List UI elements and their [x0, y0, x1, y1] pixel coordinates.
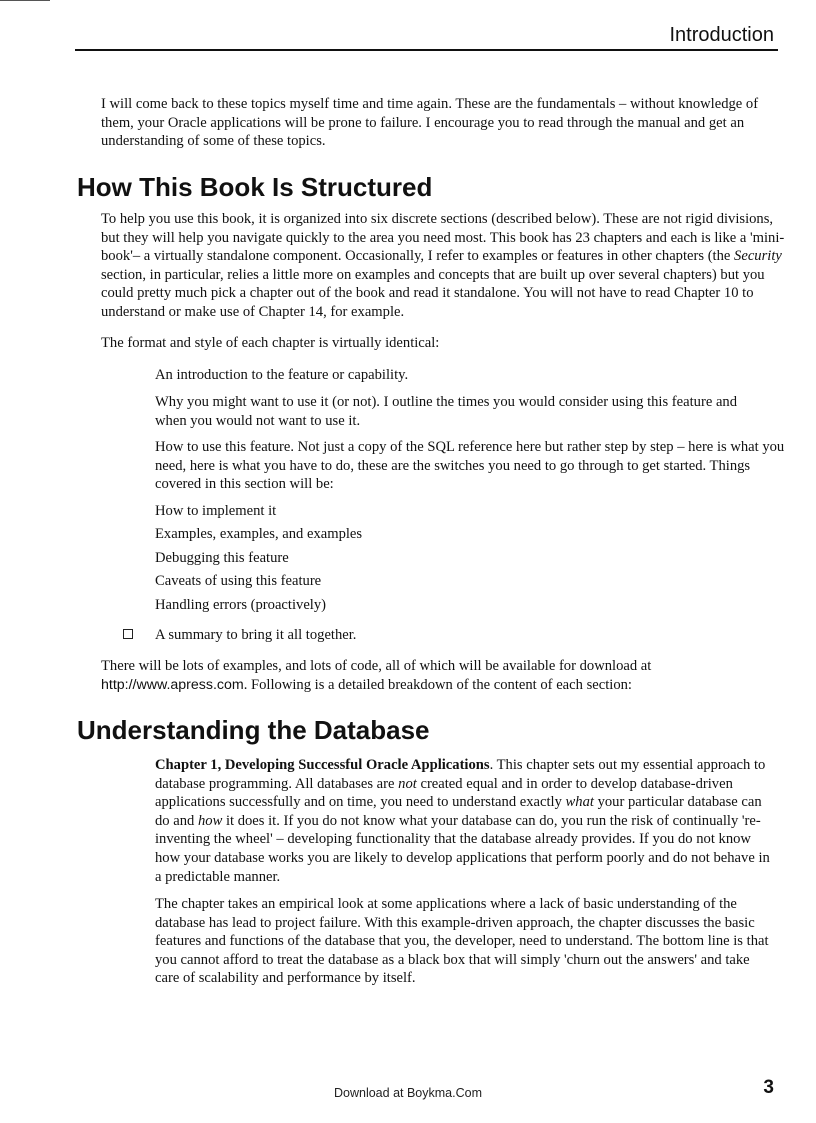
list-item: An introduction to the feature or capability. — [155, 367, 409, 383]
apress-link[interactable]: http://www.apress.com — [101, 676, 244, 693]
chapter1-paragraph: Chapter 1, Developing Successful Oracle Applications. This chapter sets out my essential approach to database programming. All databases are not created equal and in order to develop database-driven applications successfully and on time, you need to understand exactly what your particular database can do and how it does it. If you do not know what your database can do, you run the risk of continually 're-inventing the wheel' – developing functionality that the database already provides. If you do not know how your database works you are likely to develop applications that perform poorly and do not behave in a predictable manner. — [155, 757, 770, 885]
sub-list-item: Examples, examples, and examples — [155, 526, 363, 542]
footer-download-text: Download at Boykma.Com — [334, 1086, 482, 1100]
list-item: Why you might want to use it (or not). I outline the times you would consider using this feature and when you would not want to use it. — [155, 394, 738, 429]
checkbox-bullet-icon — [123, 629, 133, 639]
sub-list-item: Debugging this feature — [155, 550, 289, 566]
page-number: 3 — [763, 1077, 774, 1098]
format-paragraph: The format and style of each chapter is virtually identical: — [101, 335, 440, 351]
list-item-summary: A summary to bring it all together. — [155, 627, 357, 643]
running-header: Introduction — [669, 24, 774, 46]
list-item: How to use this feature. Not just a copy of the SQL reference here but rather step by step – here is what you need, here is what you have to do, these are the switches you need to go through to get started. Things covered in this section will be: — [155, 439, 785, 493]
intro-paragraph: I will come back to these topics myself time and time again. These are the fundamentals – without knowledge of them, your Oracle applications will be prone to failure. I encourage you to read through the manual and get an understanding of some of these topics. — [101, 96, 759, 150]
sub-list-item: Handling errors (proactively) — [155, 597, 327, 613]
corner-rule — [0, 0, 50, 1]
section-heading-database: Understanding the Database — [77, 715, 430, 745]
header-rule — [75, 49, 778, 51]
section-heading-structure: How This Book Is Structured — [77, 172, 433, 202]
chapter-title: Chapter 1, Developing Successful Oracle Applications — [155, 757, 490, 773]
structure-paragraph: To help you use this book, it is organized into six discrete sections (described below). These are not rigid divisions, but they will help you navigate quickly to the area you need most. This book has 23 chapters and each is like a 'mini-book'– a virtually standalone component. Occasionally, I refer to examples or features in other chapters (the Security section, in particular, relies a little more on examples and concepts that are built up over several chapters) but you could pretty much pick a chapter out of the book and read it standalone. You will not have to read Chapter 10 to understand or make use of Chapter 14, for example. — [101, 211, 785, 320]
sub-list-item: How to implement it — [155, 503, 277, 519]
download-paragraph: There will be lots of examples, and lots of code, all of which will be available for download at http://www.apress.com. Following is a detailed breakdown of the content of each section: — [101, 658, 652, 693]
sub-list-item: Caveats of using this feature — [155, 573, 322, 589]
chapter1-paragraph-2: The chapter takes an empirical look at some applications where a lack of basic understanding of the database has lead to project failure. With this example-driven approach, the chapter discusses the basic features and functions of the database that you, the developer, need to understand. The bottom line is that you cannot afford to treat the database as a black box that will simply 'churn out the answers' and take care of scalability and performance by itself. — [155, 896, 769, 987]
